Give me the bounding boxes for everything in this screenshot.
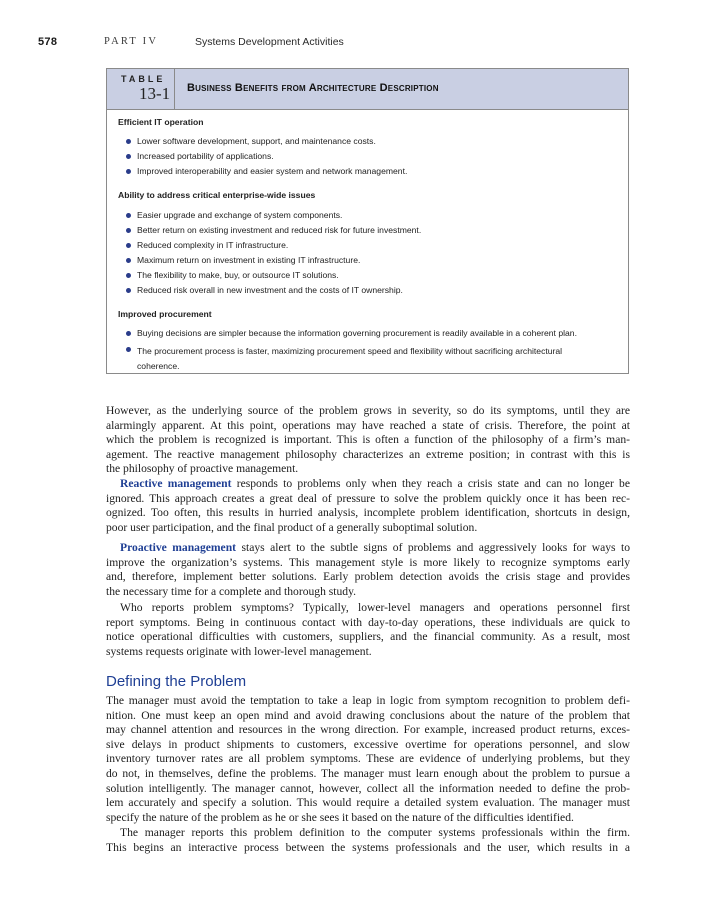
bullet-icon [126,243,131,248]
table-number: 13-1 [139,84,171,103]
bullet-icon [126,139,131,144]
table-section-heading: Efficient IT operation [118,117,204,127]
bullet-icon [126,169,131,174]
bullet-icon [126,154,131,159]
part-label: PART IV [104,36,159,47]
table-13-1: TABLE 13-1 Business Benefits from Architecture Description Efficient IT operation Lower software development, support, and maintenance costs. Increased portability of applications. Improved interoperability and easier system and network management. Ability to address critical enterprise-wide issues Easier upgrade and exchange of system components. Better return on existing investment and reduced risk for future investment. Reduced complexity in IT infrastructure. Maximum return on investment in existing IT infrastructure. The flexibility to make, buy, or outsource IT solutions. Reduced risk overall in new investment and the costs of IT ownership. Improved procurement Buying decisions are simpler because the information governing procurement is readily available in a coherent plan. The procurement process is faster, maximizing procurement speed and flexibility without sacrificing architectural coherence. [106,68,629,374]
paragraph-2-first-line: Reactive management responds to problems only when they reach a crisis state and can no longer be [120,477,630,490]
bullet-icon [126,347,131,352]
section-title: Systems Development Activities [195,36,344,48]
bullet-icon [126,258,131,263]
table-section-heading: Ability to address critical enterprise-wide issues [118,190,316,200]
table-label: TABLE [121,74,166,84]
paragraph-5: The manager must avoid the temptation to take a leap in logic from symptom recognition to problem defi- nition. One must keep an open mind and avoid drawing conclusions about the nature of the problem that may channel attention and resources in the wrong direction. For example, increased product returns, exces- sive delays in product shipments to customers, excessive overtime for operations personnel, and slow inventory turnover rates are all problem symptoms. These are evidence of underlying problems, but they do not, in themselves, define the problems. The manager must learn enough about the problem to pursue a solution intelligently. The manager cannot, however, collect all the information needed to define the prob- lem accurately and specify a solution. This would require a detailed system evaluation. The manager must specify the nature of the problem as he or she sees it based on the nature of the difficulties identified. [106,694,630,824]
paragraph-2: Reactive management responds to problems only when they reach a crisis state and can no longer be ignored. This approach creates a great deal of pressure to solve the problem quickly once it has been rec- ognized. Too often, this results in hurried analysis, incomplete problem identification, shortcuts in design, poor user participation, and the final product of a generally suboptimal solution. [106,477,630,534]
table-header-divider [174,69,175,109]
paragraph-3-first-line: Proactive management stays alert to the subtle signs of problems and aggressively looks for ways to [120,541,631,554]
paragraph-3: Proactive management stays alert to the subtle signs of problems and aggressively looks for ways to improve the organization’s systems. This management style is more likely to recognize symptoms early and, therefore, implement better solutions. Early problem detection avoids the crisis stage and provides the necessary time for a complete and thorough study. [106,541,631,598]
paragraph-1: However, as the underlying source of the problem grows in severity, so do its symptoms, until they are alarmingly apparent. At this point, operations may have reached a state of crisis. Therefore, the point at which the problem is recognized is important. This is often a function of the philosophy of a firm’s man- agement. The reactive management philosophy characterizes an extreme position; in contrast with this is the philosophy of proactive management. [106,404,630,476]
table-header [107,69,628,110]
bullet-icon [126,331,131,336]
term-proactive-management: Proactive management [120,541,237,554]
section-heading-defining-the-problem: Defining the Problem [106,673,247,690]
table-section-heading: Improved procurement [118,309,212,319]
page-number: 578 [38,36,58,48]
bullet-icon [126,213,131,218]
bullet-icon [126,228,131,233]
bullet-icon [126,288,131,293]
table-title: Business Benefits from Architecture Description [187,82,439,94]
paragraph-6: The manager reports this problem definition to the computer systems professionals within the firm. This begins an interactive process between the systems professionals and the user, which results in a [106,826,630,854]
term-reactive-management: Reactive management [120,477,232,490]
paragraph-4: Who reports problem symptoms? Typically, lower-level managers and operations personnel first report symptoms. Being in continuous contact with day-to-day operations, these individuals are quick to notice operational difficulties with customers, suppliers, and the financial community. As a result, most systems requests originate with lower-level management. [106,601,630,658]
bullet-icon [126,273,131,278]
